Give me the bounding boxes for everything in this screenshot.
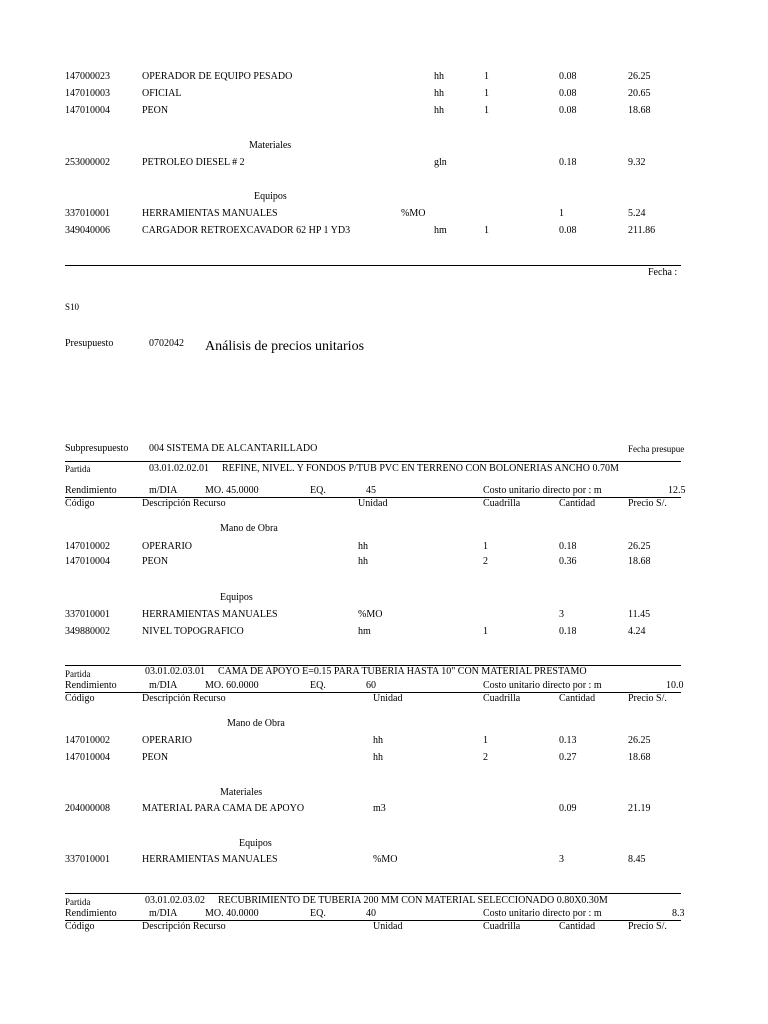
footer-fecha: Fecha : — [648, 267, 678, 278]
rendimiento-unit: m/DIA — [149, 680, 178, 691]
col-header-cantidad: Cantidad — [559, 921, 596, 932]
resource-price: 26.25 — [628, 541, 651, 552]
partida-top-rule — [65, 461, 681, 462]
resource-description: HERRAMIENTAS MANUALES — [142, 609, 278, 620]
resource-crew: 1 — [484, 88, 489, 99]
resource-unit: m3 — [373, 803, 386, 814]
resource-code: 147010003 — [65, 88, 110, 99]
mo-rendimiento: MO. 40.0000 — [205, 908, 259, 919]
resource-quantity: 0.08 — [559, 71, 577, 82]
resource-unit: hh — [434, 88, 444, 99]
resource-code: 147010002 — [65, 735, 110, 746]
resource-code: 337010001 — [65, 208, 110, 219]
resource-quantity: 0.08 — [559, 88, 577, 99]
resource-price: 211.86 — [628, 225, 656, 236]
resource-unit: hh — [358, 541, 368, 552]
section-heading-equipos: Equipos — [239, 838, 272, 849]
partida-description: RECUBRIMIENTO DE TUBERIA 200 MM CON MATERIAL SELECCIONADO 0.80X0.30M — [218, 895, 608, 906]
resource-description: NIVEL TOPOGRAFICO — [142, 626, 244, 637]
costo-value: 8.3 — [672, 908, 685, 919]
section-heading-equipos: Equipos — [220, 592, 253, 603]
col-header-precio: Precio S/. — [628, 693, 667, 704]
resource-price: 18.68 — [628, 752, 651, 763]
partida-label: Partida — [65, 897, 91, 907]
rendimiento-unit: m/DIA — [149, 908, 178, 919]
costo-label: Costo unitario directo por : m — [483, 680, 602, 691]
partida-description: CAMA DE APOYO E=0.15 PARA TUBERIA HASTA 10" CON MATERIAL PRESTAMO — [218, 666, 587, 677]
resource-code: 337010001 — [65, 609, 110, 620]
subpresupuesto-label: Subpresupuesto — [65, 443, 129, 454]
eq-label: EQ. — [310, 908, 326, 919]
col-header-cantidad: Cantidad — [559, 693, 596, 704]
resource-description: PEON — [142, 105, 169, 116]
col-header-descripcion: Descripción Recurso — [142, 693, 226, 704]
costo-value: 12.5 — [668, 485, 686, 496]
col-header-codigo: Código — [65, 693, 95, 704]
resource-unit: hh — [358, 556, 368, 567]
partida-label: Partida — [65, 464, 91, 474]
resource-code: 147000023 — [65, 71, 110, 82]
presupuesto-code: 0702042 — [149, 338, 184, 349]
section-heading-mano-de-obra: Mano de Obra — [220, 523, 278, 534]
resource-description: OFICIAL — [142, 88, 182, 99]
resource-crew: 1 — [484, 225, 489, 236]
resource-quantity: 0.09 — [559, 803, 577, 814]
rendimiento-label: Rendimiento — [65, 908, 117, 919]
resource-unit: %MO — [401, 208, 426, 219]
resource-quantity: 0.18 — [559, 157, 577, 168]
resource-description: CARGADOR RETROEXCAVADOR 62 HP 1 YD3 — [142, 225, 351, 236]
resource-crew: 1 — [483, 541, 488, 552]
resource-quantity: 1 — [559, 208, 564, 219]
partida-code: 03.01.02.02.01 — [149, 463, 209, 474]
resource-quantity: 0.18 — [559, 626, 577, 637]
resource-price: 18.68 — [628, 556, 651, 567]
resource-code: 337010001 — [65, 854, 110, 865]
resource-code: 349880002 — [65, 626, 110, 637]
resource-description: OPERARIO — [142, 541, 193, 552]
resource-price: 26.25 — [628, 735, 651, 746]
resource-description: PEON — [142, 556, 169, 567]
resource-unit: hh — [434, 71, 444, 82]
col-header-cantidad: Cantidad — [559, 498, 596, 509]
mo-rendimiento: MO. 45.0000 — [205, 485, 259, 496]
resource-description: HERRAMIENTAS MANUALES — [142, 854, 278, 865]
resource-code: 147010004 — [65, 556, 110, 567]
col-header-cuadrilla: Cuadrilla — [483, 498, 521, 509]
presupuesto-label: Presupuesto — [65, 338, 114, 349]
resource-unit: gln — [434, 157, 447, 168]
section-heading-equipos: Equipos — [254, 191, 287, 202]
col-header-cuadrilla: Cuadrilla — [483, 921, 521, 932]
col-header-unidad: Unidad — [373, 693, 403, 704]
col-header-descripcion: Descripción Recurso — [142, 921, 226, 932]
resource-price: 11.45 — [628, 609, 651, 620]
resource-code: 147010004 — [65, 105, 110, 116]
partida-code: 03.01.02.03.02 — [145, 895, 205, 906]
section-heading-materiales: Materiales — [249, 140, 292, 151]
resource-crew: 1 — [483, 626, 488, 637]
costo-label: Costo unitario directo por : m — [483, 485, 602, 496]
resource-unit: %MO — [358, 609, 383, 620]
resource-quantity: 0.13 — [559, 735, 577, 746]
mo-rendimiento: MO. 60.0000 — [205, 680, 259, 691]
resource-price: 26.25 — [628, 71, 651, 82]
partida-code: 03.01.02.03.01 — [145, 666, 205, 677]
fecha-presupuesto: Fecha presupue — [628, 444, 685, 454]
resource-code: 147010002 — [65, 541, 110, 552]
eq-value: 40 — [366, 908, 376, 919]
col-header-unidad: Unidad — [358, 498, 388, 509]
resource-description: PEON — [142, 752, 169, 763]
resource-quantity: 3 — [559, 854, 564, 865]
resource-quantity: 0.08 — [559, 225, 577, 236]
resource-quantity: 0.18 — [559, 541, 577, 552]
col-header-unidad: Unidad — [373, 921, 403, 932]
resource-description: MATERIAL PARA CAMA DE APOYO — [142, 803, 305, 814]
col-header-descripcion: Descripción Recurso — [142, 498, 226, 509]
resource-code: 253000002 — [65, 157, 110, 168]
resource-price: 18.68 — [628, 105, 651, 116]
software-label: S10 — [65, 302, 80, 312]
col-header-precio: Precio S/. — [628, 921, 667, 932]
resource-quantity: 0.27 — [559, 752, 577, 763]
resource-price: 20.65 — [628, 88, 651, 99]
resource-crew: 1 — [483, 735, 488, 746]
resource-code: 204000008 — [65, 803, 110, 814]
resource-quantity: 3 — [559, 609, 564, 620]
resource-code: 147010004 — [65, 752, 110, 763]
partida-top-rule — [65, 893, 681, 894]
resource-unit: hh — [373, 752, 383, 763]
col-header-codigo: Código — [65, 921, 95, 932]
eq-label: EQ. — [310, 680, 326, 691]
col-header-cuadrilla: Cuadrilla — [483, 693, 521, 704]
col-header-precio: Precio S/. — [628, 498, 667, 509]
resource-price: 9.32 — [628, 157, 646, 168]
rendimiento-unit: m/DIA — [149, 485, 178, 496]
resource-crew: 2 — [483, 556, 488, 567]
resource-price: 8.45 — [628, 854, 646, 865]
eq-label: EQ. — [310, 485, 326, 496]
partida-label: Partida — [65, 669, 91, 679]
costo-value: 10.0 — [666, 680, 684, 691]
resource-price: 5.24 — [628, 208, 646, 219]
resource-quantity: 0.36 — [559, 556, 577, 567]
resource-price: 21.19 — [628, 803, 651, 814]
resource-description: PETROLEO DIESEL # 2 — [142, 157, 245, 168]
resource-unit: hh — [434, 105, 444, 116]
resource-unit: hm — [434, 225, 447, 236]
resource-description: HERRAMIENTAS MANUALES — [142, 208, 278, 219]
section-heading-materiales: Materiales — [220, 787, 263, 798]
resource-unit: hm — [358, 626, 371, 637]
col-header-codigo: Código — [65, 498, 95, 509]
page-footer-rule — [65, 265, 681, 266]
eq-value: 45 — [366, 485, 376, 496]
section-heading-mano-de-obra: Mano de Obra — [227, 718, 285, 729]
subpresupuesto-value: 004 SISTEMA DE ALCANTARILLADO — [149, 443, 318, 454]
resource-price: 4.24 — [628, 626, 646, 637]
resource-description: OPERARIO — [142, 735, 193, 746]
costo-label: Costo unitario directo por : m — [483, 908, 602, 919]
resource-unit: %MO — [373, 854, 398, 865]
eq-value: 60 — [366, 680, 376, 691]
page-title: Análisis de precios unitarios — [205, 339, 365, 354]
partida-description: REFINE, NIVEL. Y FONDOS P/TUB PVC EN TERRENO CON BOLONERIAS ANCHO 0.70M — [222, 463, 619, 474]
resource-code: 349040006 — [65, 225, 110, 236]
resource-crew: 2 — [483, 752, 488, 763]
resource-description: OPERADOR DE EQUIPO PESADO — [142, 71, 293, 82]
rendimiento-label: Rendimiento — [65, 680, 117, 691]
resource-unit: hh — [373, 735, 383, 746]
resource-quantity: 0.08 — [559, 105, 577, 116]
resource-crew: 1 — [484, 71, 489, 82]
resource-crew: 1 — [484, 105, 489, 116]
rendimiento-label: Rendimiento — [65, 485, 117, 496]
